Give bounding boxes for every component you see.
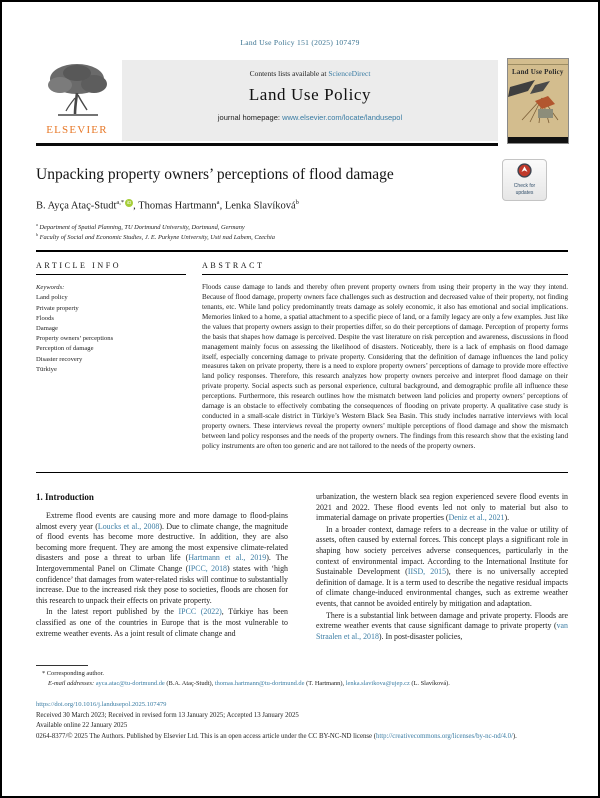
check-for-updates-badge[interactable]: [502, 159, 547, 201]
text-segment: (L. Slavíková).: [409, 680, 450, 687]
keyword-item: Perception of damage: [36, 345, 94, 353]
cover-art-icon: [508, 78, 564, 126]
text-segment: (B.A. Ataç-Studt),: [164, 680, 215, 687]
header-rule: [36, 143, 498, 146]
intro-paragraph: [36, 511, 288, 606]
email-addresses-line: [48, 680, 568, 687]
text-segment: urbanization, the western black sea region experienced severe flood events in 2021 and 2022. These flood events led not only to material but also to immaterial damage on private properties (: [316, 492, 568, 523]
keyword-item: Private property: [36, 304, 79, 312]
citation-link[interactable]: Loucks et al., 2008: [97, 521, 160, 531]
affiliation-line: [36, 223, 516, 233]
text-segment: ). In post-disaster policies,: [378, 631, 463, 641]
introduction-heading: 1. Introduction: [36, 492, 94, 502]
text-segment: There is a substantial link between damage and private property. Floods are extreme weather events that cause significant damage to private property (: [316, 610, 568, 631]
citation-link[interactable]: Deniz et al., 2021: [448, 513, 505, 523]
text-segment: Extreme flood events are causing more and more damage to flood-plains almost every year (: [36, 511, 288, 531]
keyword-item: Land policy: [36, 294, 68, 302]
text-segment: In the latest report published by the: [46, 607, 179, 617]
homepage-link[interactable]: www.elsevier.com/locate/landusepol: [282, 113, 403, 122]
citation-link[interactable]: IPCC, 2018: [188, 563, 227, 573]
body-paragraph: [316, 492, 568, 524]
elsevier-wordmark: ELSEVIER: [46, 124, 108, 136]
text-segment: ). Due to climate change, the magnitude of flood events has become more destructive. In addition, they are also becoming more frequent. They are among the most expensive climate-related disasters and pose a threat to urban life (: [36, 521, 289, 563]
text-segment: , Lenka Slavíková: [219, 200, 296, 212]
authors-line: [36, 199, 496, 212]
available-online: Available online 22 January 2025: [36, 722, 128, 729]
text-segment: ) states with ‘high confidence’ that damages from water-related risks will continue to substantially increase. Due to the increased risk they pose to societies, floods are chosen for this research to unpack their effects on private property.: [36, 563, 288, 605]
text-segment: * Corresponding author.: [42, 670, 104, 677]
citation-link[interactable]: van Straalen et al., 2018: [316, 621, 568, 641]
keyword-item: Property owners’ perceptions: [36, 335, 114, 343]
contents-line: [122, 69, 498, 78]
corresponding-author-note: [42, 670, 562, 677]
license-link[interactable]: http://creativecommons.org/licenses/by-nc-nd/4.0/: [375, 733, 513, 740]
journal-header-banner: [122, 60, 498, 141]
text-segment: ).: [512, 733, 517, 740]
elsevier-logo: [36, 60, 118, 142]
journal-title: Land Use Policy: [248, 85, 372, 104]
keywords-block: [36, 283, 186, 375]
text-segment: ), there is no universally accepted definition of damage. It is a term used to describe the negative residual impacts of climate change-induced environmental changes, such as extreme weather events, that cannot be avoided entirely by mitigation and adaptation.: [316, 567, 568, 608]
abstract-rule: [202, 274, 568, 275]
keyword-item: Türkiye: [36, 365, 57, 373]
italic-text: Department of Spatial Planning, TU Dortmund University, Dortmund, Germany: [37, 224, 245, 231]
journal-cover-thumbnail[interactable]: [507, 58, 569, 144]
article-title: Unpacking property owners’ perceptions of flood damage: [36, 166, 394, 183]
email-link[interactable]: thomas.hartmann@tu-dortmund.de: [214, 680, 305, 687]
cover-title: Land Use Policy: [512, 68, 564, 76]
keyword-item: Disaster recovery: [36, 355, 83, 363]
affiliation-superscript: b: [295, 199, 299, 206]
citation-link[interactable]: IISD, 2015: [407, 567, 447, 577]
journal-reference: Land Use Policy 151 (2025) 107479: [240, 38, 360, 47]
text-segment: In a broader context, damage refers to a decrease in the value or utility of assets, often caused by external forces. This concept plays a significant role in shaping how society perceives adverse consequences, particularly in the context of environmental impact. According to the International Institute for Sustainable Development (: [316, 524, 568, 577]
text-segment: ).: [504, 513, 510, 523]
affiliation-superscript: a: [216, 199, 220, 206]
keyword-item: Floods: [36, 314, 54, 322]
affiliations: [36, 223, 516, 244]
email-link[interactable]: lenka.slavikova@ujep.cz: [345, 680, 410, 687]
body-paragraph: [316, 525, 568, 610]
text-segment: B. Ayça Ataç-Studt: [36, 200, 117, 212]
copyright-notice: [36, 732, 568, 742]
text-segment: ). The Intergovernmental Panel on Climate Change (: [36, 553, 288, 573]
body-paragraph: [316, 611, 568, 643]
cover-bottom-strip: [508, 137, 568, 143]
italic-text: E-mail addresses:: [48, 680, 96, 687]
citation-link[interactable]: IPCC (2022): [178, 607, 222, 617]
doi-link[interactable]: https://doi.org/10.1016/j.landusepol.2025.107479: [36, 701, 167, 708]
received-dates: Received 30 March 2023; Received in revised form 13 January 2025; Accepted 13 January 2025: [36, 712, 299, 719]
affiliation-superscript: b: [36, 232, 38, 238]
article-info-rule: [36, 274, 186, 275]
citation-link[interactable]: Hartmann et al., 2019: [188, 553, 267, 563]
affiliation-superscript: a: [36, 221, 38, 227]
affiliation-superscript: a,*: [116, 199, 125, 206]
section-rule-bottom: [36, 472, 568, 473]
orcid-icon[interactable]: iD: [127, 200, 132, 205]
text-segment: 0264-8377/© 2025 The Authors. Published by Elsevier Ltd. This is an open access article under the CC BY-NC-ND license (: [36, 733, 376, 740]
abstract-text: Floods cause damage to lands and thereby often prevent property owners from using their property in the way they intend. Because of flood damage, property owners face challenges such as destruction and decreased value of their property, not finding tenants, etc. While land policy predominantly treats damage as solely economic, it also has emotional and social implications. Memories linked to a home, a spatial attachment to a specific piece of land, or a family legacy are only a few examples. Just like the values that property owners assign to their properties differ, so do their perceptions of damage. Perception of property forms the basis that shapes how damage is perceived. Despite the vast literature on risk perception and awareness, discussions in flood management mainly focus on assessing the likelihood of disasters. Noticeably, there is a lack of emphasis on flood damage itself, especially concerning damage to private property. Considering that the definition of damage influences the land policy measures taken on private property, there is a need to explore property owners’ perceptions of damage to provide more effective land policy responses. Therefore, this research analyzes how property owners perceive and interpret flood damage on their private property. Social aspects such as personal experience, cultural background, and demographic profile all influence these perceptions. Furthermore, this research outlines how the mismatch between land policies and property owners’ perceptions of damage is an obstacle to effectively combating the consequences of flooding on private property. A qualitative case study is conducted in a small-scale district in Türkiye’s Western Black Sea Basin. This study includes narrative interviews with local property owners. These interviews reveal the property owners’ multiple perceptions of flood damage and show the mismatch between land policy responses and the needs of the property owners. The findings from this research show that the existing land policy instruments are often too generic and are not tailored to the needs of the property owners.: [202, 283, 568, 450]
text-segment: , Thomas Hartmann: [133, 200, 217, 212]
homepage-line: [122, 113, 498, 122]
text-segment: Contents lists available at: [249, 69, 329, 78]
abstract-heading: ABSTRACT: [202, 261, 265, 270]
text-segment: journal homepage:: [217, 113, 283, 122]
article-info-section: [36, 261, 186, 375]
doi-line: [36, 701, 568, 708]
crossmark-icon: [517, 163, 532, 178]
check-badge-label-2: updates: [515, 189, 534, 196]
sciencedirect-link[interactable]: ScienceDirect: [328, 69, 371, 78]
check-badge-label-1: Check for: [513, 183, 536, 189]
footnote-divider: [36, 665, 88, 666]
italic-text: Faculty of Social and Economic Studies, J. E. Purkyne University, Usti nad Labem, Czechia: [37, 234, 275, 242]
email-link[interactable]: ayca.atac@tu-dortmund.de: [95, 680, 165, 687]
section-rule-top: [36, 250, 568, 252]
body-column-right: [316, 492, 568, 642]
text-segment: (T. Hartmann),: [304, 680, 346, 687]
intro-paragraph: [36, 607, 288, 639]
text-segment: , Türkiye has been classified as one of the countries in Europe that is the most vulnerable to extreme weather events. As a joint result of climate change and: [36, 607, 288, 638]
abstract-section: [202, 261, 568, 452]
keyword-item: Damage: [36, 324, 58, 332]
article-info-heading: ARTICLE INFO: [36, 261, 122, 270]
elsevier-tree-icon: [41, 60, 113, 118]
body-column-left: [36, 492, 288, 639]
affiliation-line: [36, 233, 516, 243]
keywords-label: Keywords:: [36, 284, 65, 292]
